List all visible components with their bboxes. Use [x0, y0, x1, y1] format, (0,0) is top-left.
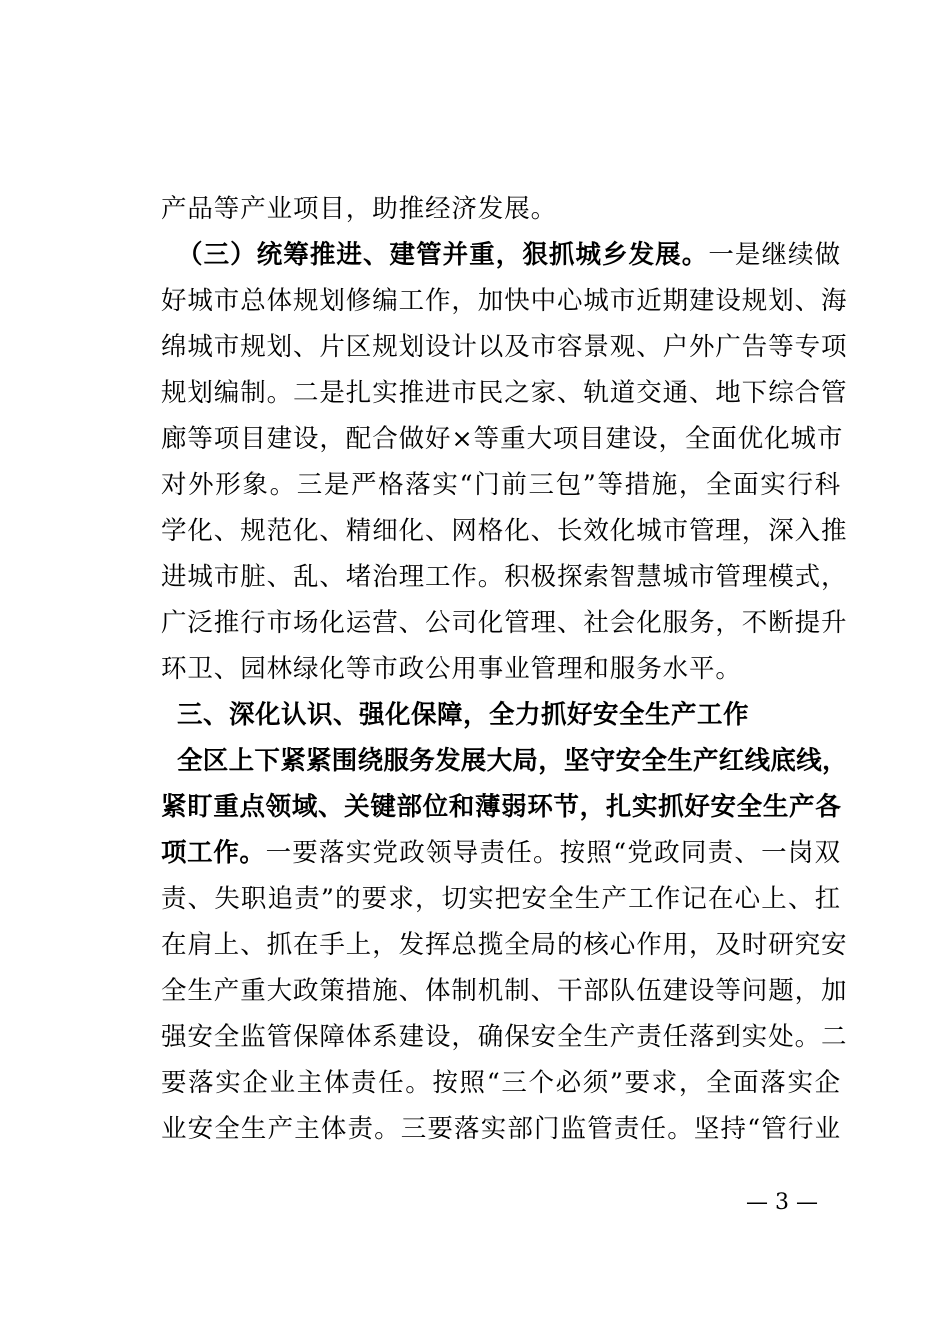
- paragraph-line: 环卫、园林绿化等市政公用事业管理和服务水平。: [161, 654, 742, 684]
- paragraph-line: 产品等产业项目，助推经济发展。: [161, 194, 558, 224]
- paragraph-line: 学化、规范化、精细化、网格化、长效化城市管理，深入推: [161, 516, 848, 546]
- paragraph-text: 一是继续做: [708, 240, 841, 270]
- paragraph-line: 全生产重大政策措施、体制机制、干部队伍建设等问题，加: [161, 976, 848, 1006]
- paragraph-line: 绵城市规划、片区规划设计以及市容景观、户外广告等专项: [161, 332, 848, 362]
- paragraph-line-bold: 紧盯重点领域、关键部位和薄弱环节，扎实抓好安全生产各: [161, 792, 841, 822]
- subheading-inline: （三）统筹推进、建管并重，狠抓城乡发展。: [177, 240, 709, 270]
- section-heading: 三、深化认识、强化保障，全力抓好安全生产工作: [177, 700, 750, 730]
- paragraph-line: [161, 830, 841, 876]
- paragraph-line: 强安全监管保障体系建设，确保安全生产责任落到实处。二: [161, 1022, 848, 1052]
- paragraph-line: 好城市总体规划修编工作，加快中心城市近期建设规划、海: [161, 286, 848, 316]
- paragraph-line: 责、失职追责”的要求，切实把安全生产工作记在心上、扛: [161, 884, 841, 914]
- paragraph-text: 一要落实党政领导责任。按照“党政同责、一岗双: [265, 838, 842, 868]
- paragraph-line: 进城市脏、乱、堵治理工作。积极探索智慧城市管理模式，: [161, 562, 848, 592]
- paragraph-text-bold: 项工作。: [161, 838, 266, 868]
- page-number: — 3 —: [746, 1190, 818, 1215]
- paragraph-line-bold: 全区上下紧紧围绕服务发展大局，坚守安全生产红线底线，: [177, 746, 848, 776]
- paragraph-line: 在肩上、抓在手上，发挥总揽全局的核心作用，及时研究安: [161, 930, 848, 960]
- paragraph-line: 对外形象。三是严格落实“门前三包”等措施，全面实行科: [161, 470, 841, 500]
- paragraph-line: 要落实企业主体责任。按照“三个必须”要求，全面落实企: [161, 1068, 841, 1098]
- paragraph-line: 规划编制。二是扎实推进市民之家、轨道交通、地下综合管: [161, 378, 848, 408]
- paragraph-line: 廊等项目建设，配合做好×等重大项目建设，全面优化城市: [161, 424, 844, 454]
- paragraph-line: [177, 232, 841, 278]
- paragraph-line: 广泛推行市场化运营、公司化管理、社会化服务，不断提升: [161, 608, 848, 638]
- paragraph-line: 业安全生产主体责。三要落实部门监管责任。坚持“管行业: [161, 1114, 841, 1144]
